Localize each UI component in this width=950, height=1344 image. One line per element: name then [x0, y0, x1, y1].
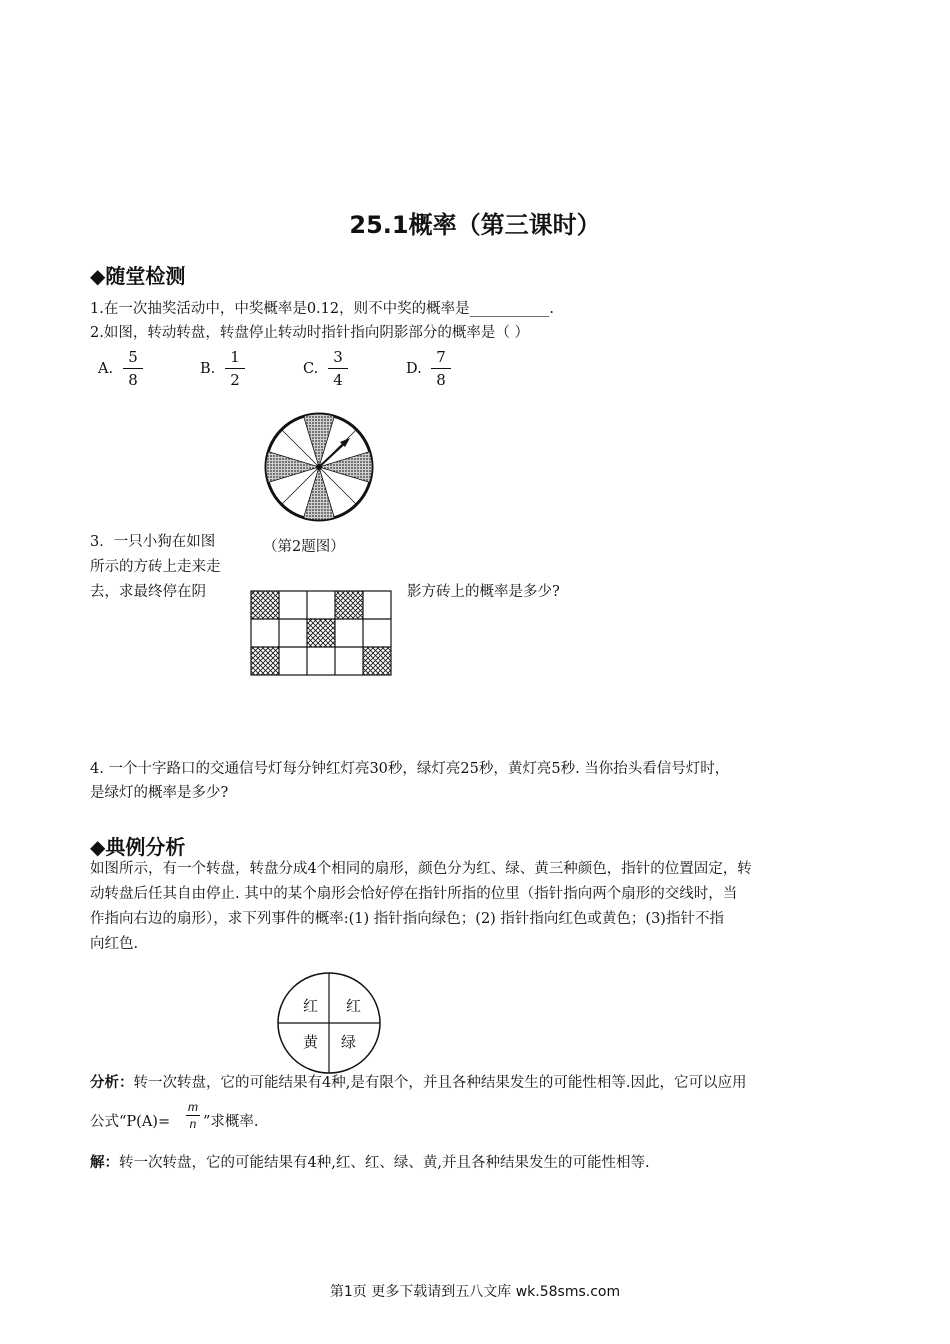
- wheel-label-bottom-left: 黄: [303, 1033, 319, 1051]
- analysis-label: 分析：: [90, 1075, 134, 1091]
- formula-denominator: n: [189, 1117, 197, 1131]
- option-d-denominator: 8: [436, 371, 446, 389]
- shaded-tile: [251, 591, 279, 619]
- question-1-end: .: [549, 301, 554, 317]
- analysis-text: 转一次转盘，它的可能结果有4种,是有限个，并且各种结果发生的可能性相等.因此，它可以应用: [133, 1075, 747, 1091]
- option-c-denominator: 4: [333, 371, 343, 389]
- spinner-figure: [258, 410, 384, 526]
- question-3-tail: 影方砖上的概率是多少?: [407, 584, 560, 600]
- option-c-fraction: [328, 348, 348, 389]
- solution: [90, 1151, 650, 1172]
- formula-suffix: ”求概率.: [203, 1114, 259, 1130]
- section-heading-practice: ◆随堂检测: [90, 264, 186, 288]
- solution-text: 转一次转盘，它的可能结果有4种,红、红、绿、黄,并且各种结果发生的可能性相等.: [119, 1155, 650, 1171]
- question-1: [90, 297, 554, 318]
- example-paragraph-line-2: 动转盘后任其自由停止. 其中的某个扇形会恰好停在指针所指的位里（指针指向两个扇形的交线时，当: [90, 886, 738, 902]
- option-b-fraction: [225, 348, 245, 389]
- option-b-numerator: 1: [230, 348, 240, 366]
- shaded-tiles: [251, 591, 391, 675]
- shaded-tile: [251, 647, 279, 675]
- option-a-numerator: 5: [128, 348, 138, 366]
- shaded-tile: [335, 591, 363, 619]
- formula-prefix: 公式“P(A)=: [90, 1114, 171, 1130]
- option-d-label: D.: [406, 361, 422, 377]
- formula-numerator: m: [188, 1100, 198, 1114]
- question-2: 2.如图，转动转盘，转盘停止转动时指针指向阴影部分的概率是（ ）: [90, 325, 529, 341]
- question-3-line-2: 所示的方砖上走来走: [90, 559, 221, 575]
- wheel-label-top-left: 红: [303, 997, 319, 1015]
- option-a-fraction: [123, 348, 143, 389]
- wheel-label-bottom-right: 绿: [341, 1033, 357, 1051]
- solution-label: 解：: [90, 1155, 119, 1171]
- section-heading-example: ◆典例分析: [90, 835, 186, 859]
- option-d-numerator: 7: [436, 348, 446, 366]
- shaded-tile: [363, 647, 391, 675]
- page-title: 25.1概率（第三课时）: [349, 211, 601, 239]
- example-paragraph-line-1: 如图所示，有一个转盘，转盘分成4个相同的扇形，颜色分为红、绿、黄三种颜色，指针的位置固定，转: [90, 861, 752, 877]
- wheel-label-top-right: 红: [346, 997, 362, 1015]
- question-1-text: 1.在一次抽奖活动中，中奖概率是0.12，则不中奖的概率是: [90, 301, 470, 317]
- option-c-numerator: 3: [333, 348, 343, 366]
- question-4-line-2: 是绿灯的概率是多少?: [90, 785, 229, 801]
- question-4-line-1: 4. 一个十字路口的交通信号灯每分钟红灯亮30秒，绿灯亮25秒，黄灯亮5秒. 当你抬头看信号灯时，: [90, 761, 730, 777]
- answer-blank: ___________: [469, 301, 550, 317]
- question-3-line-1: 3．一只小狗在如图: [90, 534, 216, 550]
- question-3-line-3: 去，求最终停在阴: [90, 584, 206, 600]
- option-b-label: B.: [200, 361, 216, 377]
- option-b-denominator: 2: [230, 371, 240, 389]
- color-wheel-figure: [275, 970, 383, 1076]
- option-d-fraction: [431, 348, 451, 389]
- tile-grid: [248, 588, 393, 676]
- analysis: [90, 1071, 746, 1092]
- example-paragraph-line-4: 向红色.: [90, 936, 139, 952]
- option-c-label: C.: [303, 361, 319, 377]
- formula-fraction: [186, 1100, 200, 1131]
- spinner-center: [316, 464, 322, 470]
- option-a-denominator: 8: [128, 371, 138, 389]
- page-footer: 第1页 更多下载请到五八文库 wk.58sms.com: [329, 1284, 621, 1300]
- figure-2-caption: （第2题图）: [263, 539, 345, 555]
- shaded-tile: [307, 619, 335, 647]
- option-a-label: A.: [98, 361, 114, 377]
- example-paragraph-line-3: 作指向右边的扇形），求下列事件的概率:(1) 指针指向绿色；(2) 指针指向红色或黄色；(3)指针不指: [90, 911, 724, 927]
